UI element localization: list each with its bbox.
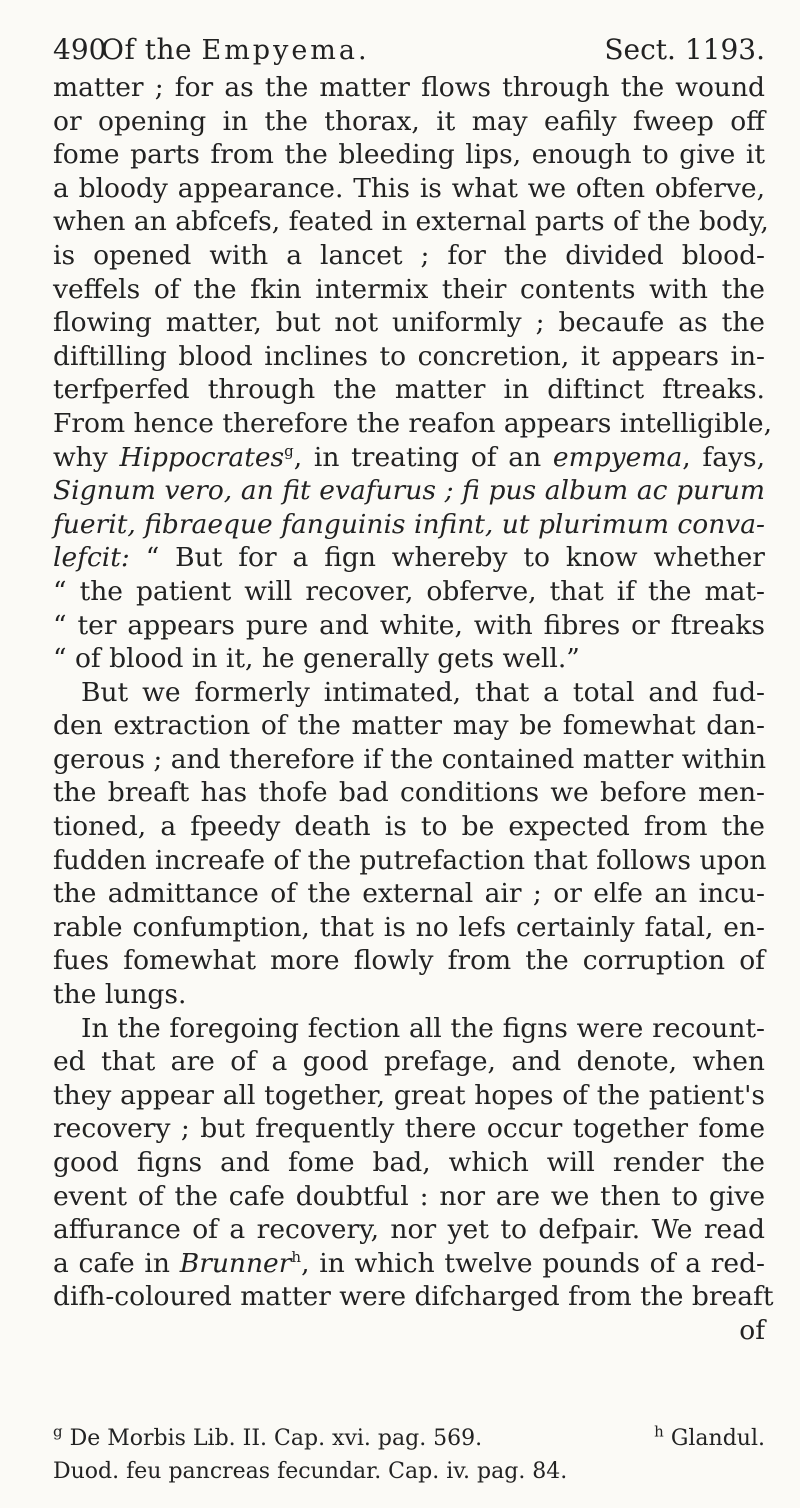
latin-text: fuerit, fibraeque fanguinis infint, ut plurimum conva- [53, 508, 765, 540]
text-line: veffels of the fkin intermix their contents with the [53, 273, 765, 305]
footnote-ref-h: h [291, 1247, 302, 1266]
text-fragment: , in treating of an [293, 441, 553, 473]
text-line: recovery ; but frequently there occur together fome [53, 1113, 765, 1145]
quote-line: “ the patient will recover, obferve, that if the mat- [53, 575, 765, 607]
quote-line: “ of blood in it, he generally gets well.” [53, 643, 580, 675]
running-header [53, 30, 765, 70]
text-line: is opened with a lancet ; for the divided blood- [53, 239, 765, 271]
page-number: 490 [53, 33, 107, 66]
footnote-h [654, 1422, 765, 1455]
catchword: of [739, 1314, 765, 1346]
text-line: matter ; for as the matter flows through the wound [53, 72, 765, 103]
text-fragment: , fays, [682, 441, 765, 473]
hippocrates-name: Hippocrates [119, 441, 285, 473]
text-line: But we formerly intimated, that a total and fud- [81, 676, 765, 708]
text-line: they appear all together, great hopes of the patient's [53, 1079, 765, 1111]
text-line: flowing matter, but not uniformly ; becaufe as the [53, 307, 765, 339]
text-line: good figns and fome bad, which will render the [53, 1147, 765, 1178]
text-line: event of the cafe doubtful : nor are we then to give [53, 1180, 765, 1212]
text-line: a bloody appearance. This is what we often obferve, [53, 172, 765, 204]
text-fragment: why [53, 441, 120, 473]
text-line [53, 1247, 765, 1281]
body-text [53, 71, 774, 1348]
text-line: From hence therefore the reafon appears intelligible, [53, 407, 773, 439]
latin-quote-line [53, 508, 765, 542]
text-line: the breaft has thofe bad conditions we before men- [53, 777, 765, 809]
text-line: fudden increafe of the putrefaction that follows upon [53, 844, 767, 876]
text-fragment: “ But for a fign whereby to know whether [145, 542, 765, 574]
text-line: the lungs. [53, 979, 187, 1011]
text-fragment: a cafe in [53, 1247, 180, 1279]
title-prefix: Of the [101, 33, 193, 66]
text-line: when an abfcefs, feated in external parts of the body, [53, 206, 769, 238]
text-line: the admittance of the external air ; or elfe an incu- [53, 878, 765, 910]
text-line [53, 441, 765, 475]
footnote-ref-g: g [284, 441, 294, 460]
footnotes [53, 1422, 765, 1488]
title-caps: Empyema. [201, 35, 370, 66]
footnote-mark-h: h [654, 1422, 664, 1441]
text-line: affurance of a recovery, nor yet to defpair. We read [53, 1214, 765, 1246]
section-number: Sect. 1193. [604, 33, 765, 66]
footnote-mark-g: g [53, 1422, 63, 1441]
text-line: fome parts from the bleeding lips, enough to give it [53, 139, 765, 171]
text-line: fues fomewhat more flowly from the corruption of [53, 945, 765, 977]
text-line: difh-coloured matter were difcharged from the breaft [53, 1281, 774, 1313]
text-line: ed that are of a good prefage, and denote, when [53, 1046, 765, 1078]
footnote-text: Glandul. [670, 1426, 765, 1451]
text-line [53, 541, 765, 575]
footnote-text: De Morbis Lib. II. Cap. xvi. pag. 569. [69, 1426, 483, 1451]
text-line: rable confumption, that is no lefs certainly fatal, en- [53, 911, 765, 943]
text-line: or opening in the thorax, it may eafily fweep off [53, 105, 765, 137]
latin-text: lefcit: [53, 542, 146, 574]
empyema-term: empyema [552, 441, 683, 473]
footnote-h-continued: Duod. feu pancreas fecundar. Cap. iv. pag. 84. [53, 1459, 568, 1484]
text-line: tioned, a fpeedy death is to be expected from the [53, 811, 765, 843]
latin-quote-line [53, 474, 765, 508]
text-line: terfperfed through the matter in diftinct ftreaks. [53, 374, 765, 406]
brunner-name: Brunner [179, 1247, 292, 1279]
running-title [101, 30, 370, 71]
text-fragment: , in which twelve pounds of a red- [301, 1247, 766, 1279]
text-line: den extraction of the matter may be fomewhat dan- [53, 710, 765, 742]
quote-line: “ ter appears pure and white, with fibres or ftreaks [53, 609, 765, 641]
text-line: gerous ; and therefore if the contained matter within [53, 743, 767, 775]
text-line: diftilling blood inclines to concretion, it appears in- [53, 340, 765, 372]
latin-text: Signum vero, an fit evafurus ; fi pus album ac purum [53, 475, 765, 507]
text-line: In the foregoing fection all the figns were recount- [81, 1012, 765, 1044]
